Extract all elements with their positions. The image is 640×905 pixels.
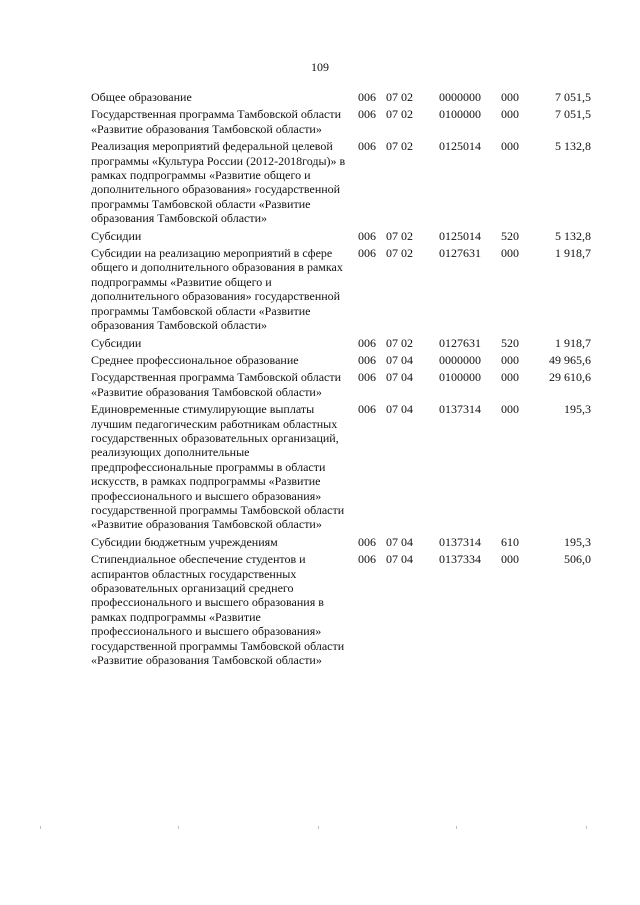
row-sum: 1 918,7 <box>555 335 591 350</box>
row-name: Субсидии бюджетным учреждениям <box>91 534 278 549</box>
row-expense-type-code: 520 <box>501 228 519 243</box>
row-expense-type-code: 000 <box>501 90 519 104</box>
table-row <box>91 336 591 353</box>
row-article-code: 0137314 <box>439 534 481 549</box>
row-dept-code: 006 <box>358 90 376 104</box>
row-dept-code: 006 <box>358 107 376 122</box>
row-article-code: 0000000 <box>439 90 481 104</box>
row-section-code: 07 02 <box>386 107 413 122</box>
row-dept-code: 006 <box>358 552 376 567</box>
row-section-code: 07 02 <box>386 335 413 350</box>
row-expense-type-code: 000 <box>501 402 519 417</box>
row-dept-code: 006 <box>358 534 376 549</box>
row-expense-type-code: 000 <box>501 246 519 261</box>
page-number: 109 <box>311 60 329 74</box>
scan-mark <box>40 826 41 829</box>
scan-mark <box>318 826 319 829</box>
row-expense-type-code: 000 <box>501 139 519 154</box>
row-name: Среднее профессиональное образование <box>91 352 299 367</box>
row-expense-type-code: 000 <box>501 107 519 122</box>
row-sum: 49 965,6 <box>549 352 591 367</box>
table-row <box>91 370 591 402</box>
table-row <box>91 139 591 228</box>
table-row <box>91 229 591 246</box>
row-sum: 29 610,6 <box>549 370 591 385</box>
row-article-code: 0100000 <box>439 370 481 385</box>
table-row <box>91 552 591 670</box>
row-name: Субсидии <box>91 335 142 350</box>
row-sum: 195,3 <box>564 402 591 417</box>
row-section-code: 07 04 <box>386 352 413 367</box>
row-expense-type-code: 000 <box>501 552 519 567</box>
row-sum: 5 132,8 <box>555 139 591 154</box>
row-dept-code: 006 <box>358 246 376 261</box>
row-section-code: 07 02 <box>386 90 413 104</box>
row-section-code: 07 04 <box>386 370 413 385</box>
budget-table-body <box>91 90 591 670</box>
row-name: Стипендиальное обеспечение студентов и аспирантов областных государственных образовательных организаций среднего профессионального и высшего образования в рамках подпрограммы «Развитие профессионального и высшего образования» государственной программы Тамбовской области «Развитие образования Тамбовской области» <box>91 552 345 668</box>
row-sum: 506,0 <box>564 552 591 567</box>
row-sum: 7 051,5 <box>555 90 591 104</box>
row-expense-type-code: 000 <box>501 370 519 385</box>
scan-mark <box>178 826 179 829</box>
row-name: Единовременные стимулирующие выплаты лучшим педагогическим работникам областных государственных образовательных организаций, реализующих дополнительные предпрофессиональные программы в области искусств, в рамках подпрограммы «Развитие профессионального и высшего образования» государственной программы Тамбовской области «Развитие образования Тамбовской области» <box>91 402 345 532</box>
row-name: Общее образование <box>91 90 192 104</box>
row-article-code: 0127631 <box>439 246 481 261</box>
row-section-code: 07 04 <box>386 534 413 549</box>
row-name: Реализация мероприятий федеральной целевой программы «Культура России (2012-2018годы)» в рамках подпрограммы «Развитие общего и дополнительного образования» государственной программы Тамбовской области «Развитие образования Тамбовской области» <box>91 139 346 226</box>
row-section-code: 07 04 <box>386 552 413 567</box>
row-article-code: 0100000 <box>439 107 481 122</box>
row-expense-type-code: 610 <box>501 534 519 549</box>
row-article-code: 0125014 <box>439 139 481 154</box>
row-section-code: 07 02 <box>386 139 413 154</box>
row-dept-code: 006 <box>358 228 376 243</box>
table-row <box>91 90 591 107</box>
row-expense-type-code: 000 <box>501 352 519 367</box>
row-section-code: 07 02 <box>386 228 413 243</box>
row-expense-type-code: 520 <box>501 335 519 350</box>
table-row <box>91 402 591 535</box>
row-sum: 7 051,5 <box>555 107 591 122</box>
table-row <box>91 107 591 139</box>
row-article-code: 0137314 <box>439 402 481 417</box>
row-name: Государственная программа Тамбовской области «Развитие образования Тамбовской области» <box>91 107 342 136</box>
table-row <box>91 535 591 552</box>
row-sum: 1 918,7 <box>555 246 591 261</box>
row-name: Субсидии на реализацию мероприятий в сфере общего и дополнительного образования в рамках подпрограммы «Развитие общего и дополнительного образования» государственной программы Тамбовской области «Развитие образования Тамбовской области» <box>91 246 343 333</box>
row-dept-code: 006 <box>358 402 376 417</box>
row-name: Субсидии <box>91 228 142 243</box>
row-section-code: 07 04 <box>386 402 413 417</box>
row-article-code: 0000000 <box>439 352 481 367</box>
row-name: Государственная программа Тамбовской области «Развитие образования Тамбовской области» <box>91 370 342 399</box>
budget-table <box>91 90 591 670</box>
row-section-code: 07 02 <box>386 246 413 261</box>
row-dept-code: 006 <box>358 352 376 367</box>
scan-mark <box>456 826 457 829</box>
scan-mark <box>586 826 587 829</box>
row-article-code: 0125014 <box>439 228 481 243</box>
row-sum: 5 132,8 <box>555 228 591 243</box>
row-dept-code: 006 <box>358 139 376 154</box>
row-sum: 195,3 <box>564 534 591 549</box>
table-row <box>91 246 591 335</box>
row-article-code: 0127631 <box>439 335 481 350</box>
row-dept-code: 006 <box>358 370 376 385</box>
row-article-code: 0137334 <box>439 552 481 567</box>
row-dept-code: 006 <box>358 335 376 350</box>
table-row <box>91 353 591 370</box>
